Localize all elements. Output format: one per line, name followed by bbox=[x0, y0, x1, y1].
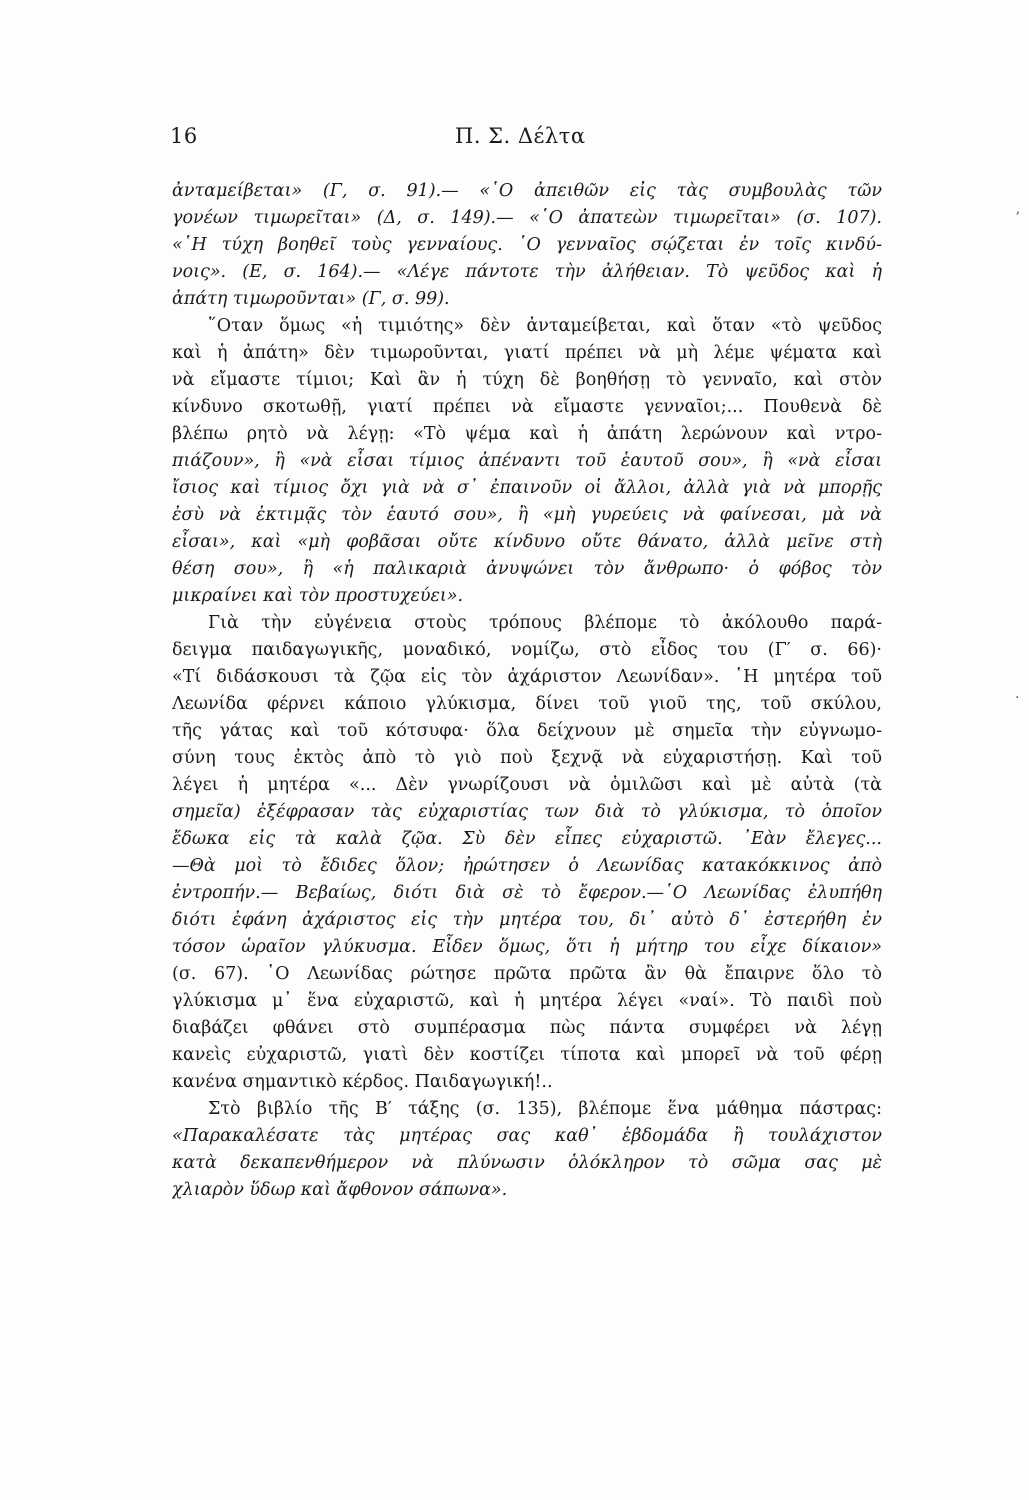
text-line: διαβάζει φθάνει στὸ συμπέρασμα πὼς πάντα συμφέρει νὰ λέγῃ bbox=[172, 1018, 882, 1038]
text-line: γλύκισμα μ᾽ ἕνα εὐχαριστῶ, καὶ ἡ μητέρα λέγει «ναί». Τὸ παιδὶ ποὺ bbox=[172, 991, 882, 1011]
text-line: ἐσὺ νὰ ἐκτιμᾷς τὸν ἑαυτό σου», ἢ «μὴ γυρεύεις νὰ φαίνεσαι, μὰ νὰ bbox=[172, 505, 882, 525]
text-line: λέγει ἡ μητέρα «... Δὲν γνωρίζουσι νὰ ὁμιλῶσι καὶ μὲ αὐτὰ (τὰ bbox=[172, 775, 882, 795]
text-line: σημεῖα) ἐξέφρασαν τὰς εὐχαριστίας των διὰ τὸ γλύκισμα, τὸ ὁποῖον bbox=[172, 802, 882, 822]
text-line: νοις». (Ε, σ. 164).— «Λέγε πάντοτε τὴν ἀλήθειαν. Τὸ ψεῦδος καὶ ἡ bbox=[172, 262, 882, 282]
text-line: τῆς γάτας καὶ τοῦ κότσυφα· ὅλα δείχνουν μὲ σημεῖα τὴν εὐγνωμο- bbox=[172, 721, 882, 741]
text-line: ἀπάτη τιμωροῦνται» (Γ, σ. 99). bbox=[172, 289, 450, 309]
text-line: νὰ εἴμαστε τίμιοι; Καὶ ἂν ἡ τύχη δὲ βοηθήσῃ τὸ γενναῖο, καὶ στὸν bbox=[172, 370, 882, 390]
text-line: «Παρακαλέσατε τὰς μητέρας σας καθ᾽ ἑβδομάδα ἢ τουλάχιστον bbox=[172, 1126, 882, 1146]
text-line: βλέπω ρητὸ νὰ λέγῃ: «Τὸ ψέμα καὶ ἡ ἀπάτη λερώνουν καὶ ντρο- bbox=[172, 424, 882, 444]
text-line: τόσον ὡραῖον γλύκυσμα. Εἶδεν ὅμως, ὅτι ἡ μήτηρ του εἶχε δίκαιον» bbox=[172, 937, 882, 957]
text-line: (σ. 67). ῾Ο Λεωνίδας ρώτησε πρῶτα πρῶτα ἂν θὰ ἔπαιρνε ὅλο τὸ bbox=[172, 964, 882, 984]
text-line: μικραίνει καὶ τὸν προστυχεύει». bbox=[172, 586, 464, 606]
text-line: ἐντροπήν.— Βεβαίως, διότι διὰ σὲ τὸ ἔφερον.—῾Ο Λεωνίδας ἐλυπήθη bbox=[172, 883, 882, 903]
text-line: δειγμα παιδαγωγικῆς, μοναδικό, νομίζω, στὸ εἶδος του (Γ′ σ. 66)· bbox=[172, 640, 882, 660]
text-line: πιάζουν», ἢ «νὰ εἶσαι τίμιος ἀπέναντι τοῦ ἑαυτοῦ σου», ἢ «νὰ εἶσαι bbox=[172, 451, 882, 471]
text-line: εἶσαι», καὶ «μὴ φοβᾶσαι οὔτε κίνδυνο οὔτε θάνατο, ἀλλὰ μεῖνε στὴ bbox=[172, 532, 882, 552]
text-line: χλιαρὸν ὕδωρ καὶ ἄφθονον σάπωνα». bbox=[172, 1180, 508, 1200]
margin-mark: ʼ bbox=[1015, 210, 1020, 226]
text-line: καὶ ἡ ἀπάτη» δὲν τιμωροῦνται, γιατί πρέπει νὰ μὴ λέμε ψέματα καὶ bbox=[172, 343, 882, 363]
text-line: σύνη τους ἐκτὸς ἀπὸ τὸ γιὸ ποὺ ξεχνᾷ νὰ εὐχαριστήσῃ. Καὶ τοῦ bbox=[172, 748, 882, 768]
text-line: «Τί διδάσκουσι τὰ ζῷα εἰς τὸν ἀχάριστον Λεωνίδαν». ῾Η μητέρα τοῦ bbox=[172, 667, 882, 687]
text-line: —Θὰ μοὶ τὸ ἔδιδες ὅλον; ἠρώτησεν ὁ Λεωνίδας κατακόκκινος ἀπὸ bbox=[172, 856, 882, 876]
text-line: κανένα σημαντικὸ κέρδος. Παιδαγωγική!.. bbox=[172, 1072, 553, 1092]
text-line: «῾Η τύχη βοηθεῖ τοὺς γενναίους. ῾Ο γενναῖος σῴζεται ἐν τοῖς κινδύ- bbox=[172, 235, 882, 255]
text-line: γονέων τιμωρεῖται» (Δ, σ. 149).— «῾Ο ἀπατεὼν τιμωρεῖται» (σ. 107). bbox=[172, 208, 882, 228]
text-line: διότι ἐφάνη ἀχάριστος εἰς τὴν μητέρα του, δι᾽ αὐτὸ δ᾽ ἐστερήθη ἐν bbox=[172, 910, 882, 930]
text-line: ῞Οταν ὅμως «ἡ τιμιότης» δὲν ἀνταμείβεται, καὶ ὅταν «τὸ ψεῦδος bbox=[208, 316, 882, 336]
text-line: Στὸ βιβλίο τῆς Β′ τάξης (σ. 135), βλέπομε ἕνα μάθημα πάστρας: bbox=[208, 1099, 882, 1119]
page-number: 16 bbox=[170, 124, 198, 148]
text-line: ἀνταμείβεται» (Γ, σ. 91).— «῾Ο ἀπειθῶν εἰς τὰς συμβουλὰς τῶν bbox=[172, 181, 882, 201]
text-line: Γιὰ τὴν εὐγένεια στοὺς τρόπους βλέπομε τὸ ἀκόλουθο παρά- bbox=[208, 613, 882, 633]
text-line: ἔδωκα εἰς τὰ καλὰ ζῷα. Σὺ δὲν εἶπες εὐχαριστῶ. ᾿Εὰν ἔλεγες... bbox=[172, 829, 882, 849]
text-line: κανεὶς εὐχαριστῶ, γιατὶ δὲν κοστίζει τίποτα καὶ μπορεῖ νὰ τοῦ φέρῃ bbox=[172, 1045, 882, 1065]
text-line: κίνδυνο σκοτωθῇ, γιατί πρέπει νὰ εἴμαστε γενναῖοι;... Πουθενὰ δὲ bbox=[172, 397, 882, 417]
text-line: θέση σου», ἢ «ἡ παλικαριὰ ἀνυψώνει τὸν ἄνθρωπο· ὁ φόβος τὸν bbox=[172, 559, 882, 579]
margin-dot: · bbox=[1015, 690, 1020, 706]
text-line: κατὰ δεκαπενθήμερον νὰ πλύνωσιν ὁλόκληρον τὸ σῶμα σας μὲ bbox=[172, 1153, 882, 1173]
page-header bbox=[170, 118, 880, 158]
text-line: ἴσιος καὶ τίμιος ὄχι γιὰ νὰ σ᾽ ἐπαινοῦν οἱ ἄλλοι, ἀλλὰ γιὰ νὰ μπορῇς bbox=[172, 478, 882, 498]
body-text bbox=[172, 178, 882, 1204]
text-line: Λεωνίδα φέρνει κάποιο γλύκισμα, δίνει τοῦ γιοῦ της, τοῦ σκύλου, bbox=[172, 694, 882, 714]
running-title: Π. Σ. Δέλτα bbox=[455, 124, 586, 148]
